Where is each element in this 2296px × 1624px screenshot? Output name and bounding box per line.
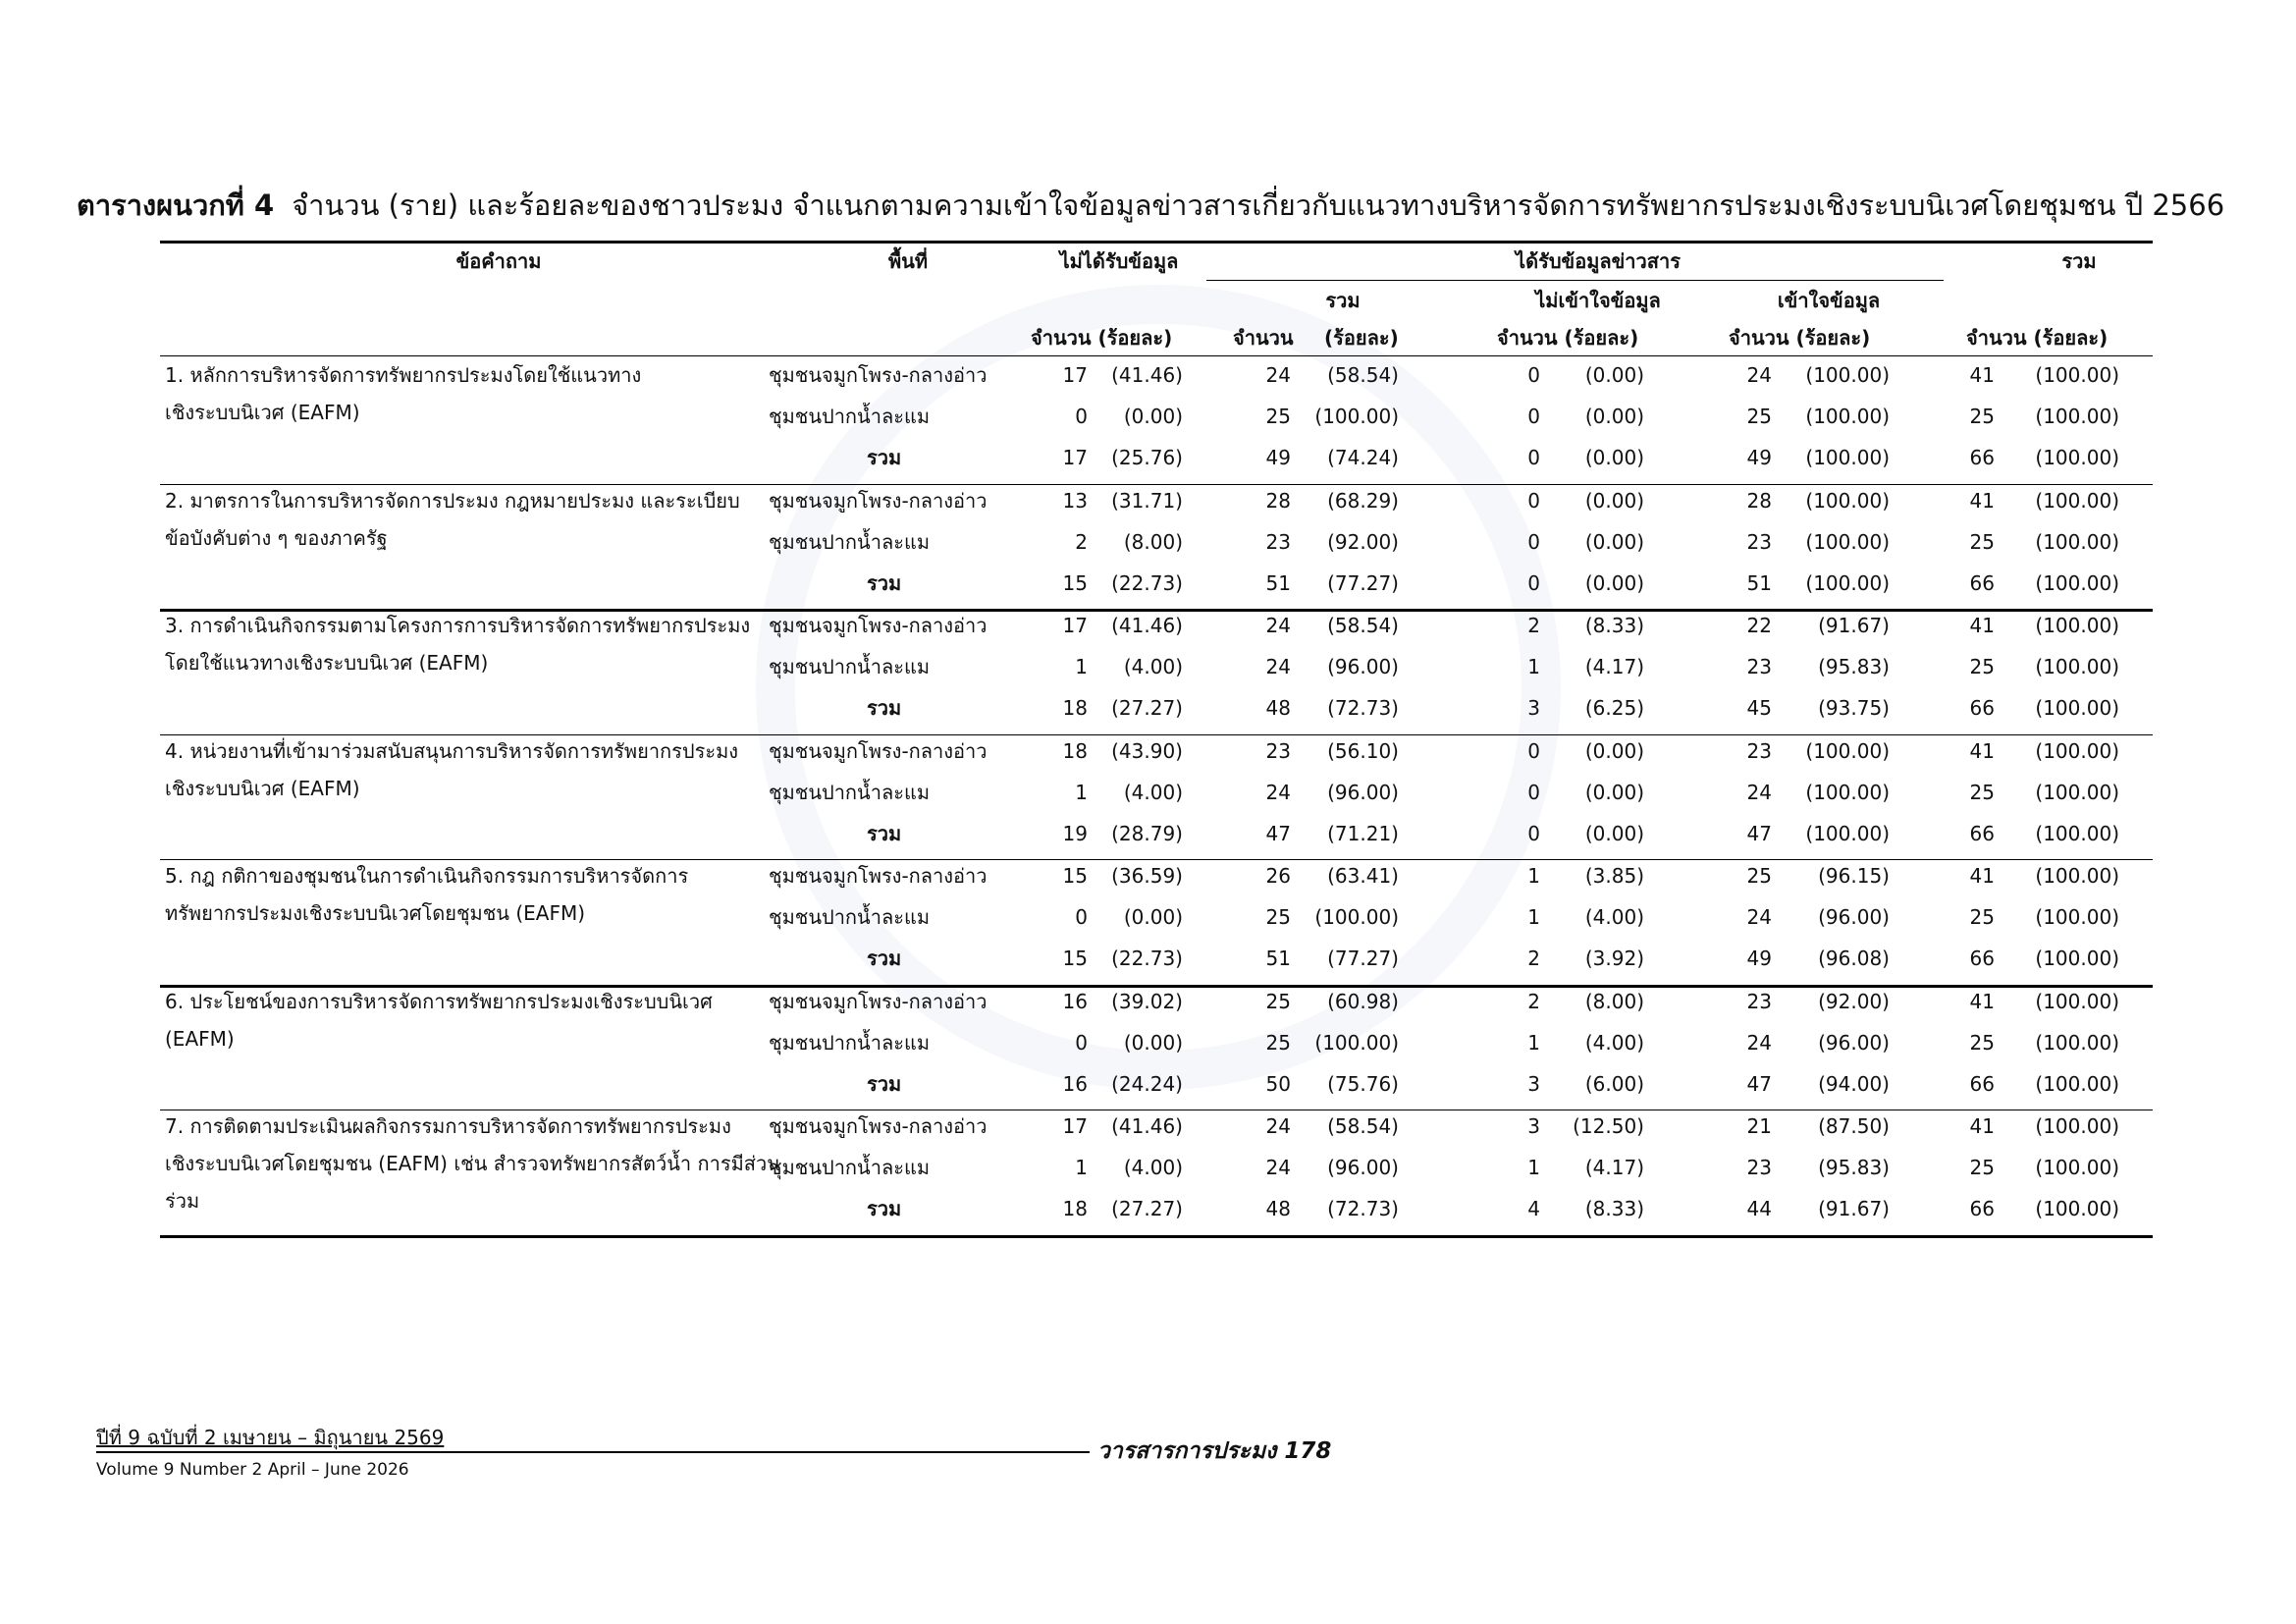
value-tp: (100.00) [2035,780,2119,804]
value-t: 66 [1969,696,1995,720]
value-nu: 1 [1527,1030,1540,1055]
question-text: ร่วม [165,1189,200,1213]
value-t: 25 [1969,405,1995,428]
total-row-label: รวม [867,1071,902,1096]
value-nr: 16 [1062,1071,1088,1096]
area-label: ชุมชนจมูกโพรง-กลางอ่าว [769,1114,988,1138]
value-u: 23 [1746,738,1772,763]
value-nu: 0 [1527,738,1540,763]
value-nup: (4.17) [1584,1156,1644,1179]
value-nr: 0 [1075,905,1088,929]
value-nr: 1 [1075,655,1088,678]
value-tp: (100.00) [2035,738,2119,763]
value-u: 24 [1746,780,1772,804]
value-nr: 0 [1075,405,1088,428]
value-nr: 1 [1075,780,1088,804]
value-nr: 19 [1062,821,1088,845]
area-label: ชุมชนจมูกโพรง-กลางอ่าว [769,363,988,387]
value-rt: 23 [1265,529,1291,554]
value-tp: (100.00) [2035,614,2119,637]
value-u: 25 [1746,864,1772,888]
value-up: (96.15) [1818,864,1890,888]
header-received-total: รวม [1325,289,1361,312]
value-nr: 18 [1062,738,1088,763]
value-tp: (100.00) [2035,696,2119,720]
value-rtp: (68.29) [1327,488,1399,513]
footer-volume-english: Volume 9 Number 2 April – June 2026 [96,1460,409,1480]
header-rt-count: จำนวน [1233,326,1294,350]
value-t: 25 [1969,655,1995,678]
header-area: พื้นที่ [887,249,929,273]
value-t: 25 [1969,1030,1995,1055]
value-nu: 1 [1527,655,1540,678]
value-t: 25 [1969,905,1995,929]
value-u: 51 [1746,570,1772,595]
value-t: 41 [1969,738,1995,763]
value-t: 66 [1969,821,1995,845]
value-nup: (0.00) [1584,405,1644,428]
value-nu: 2 [1527,947,1540,970]
value-rtp: (100.00) [1314,405,1399,428]
value-rt: 25 [1265,905,1291,929]
value-nr: 17 [1062,614,1088,637]
value-nr: 16 [1062,989,1088,1013]
value-u: 22 [1746,614,1772,637]
value-u: 21 [1746,1114,1772,1138]
value-nrp: (28.79) [1111,821,1183,845]
value-rtp: (72.73) [1327,1197,1399,1220]
value-up: (95.83) [1818,1156,1890,1179]
value-nup: (0.00) [1584,363,1644,387]
question-text: 5. กฎ กติกาของชุมชนในการดำเนินกิจกรรมการบริหารจัดการ [165,864,689,888]
value-rt: 48 [1265,696,1291,720]
value-rtp: (58.54) [1327,363,1399,387]
value-t: 25 [1969,1156,1995,1179]
value-nr: 15 [1062,864,1088,888]
value-nr: 17 [1062,363,1088,387]
value-nrp: (4.00) [1123,655,1183,678]
value-nup: (8.33) [1584,614,1644,637]
value-tp: (100.00) [2035,905,2119,929]
value-nu: 0 [1527,570,1540,595]
value-tp: (100.00) [2035,488,2119,513]
value-nrp: (41.46) [1111,1114,1183,1138]
value-nrp: (27.27) [1111,1197,1183,1220]
area-label: ชุมชนจมูกโพรง-กลางอ่าว [769,864,988,888]
value-nrp: (4.00) [1123,780,1183,804]
value-t: 66 [1969,1197,1995,1220]
value-rt: 24 [1265,780,1291,804]
value-nu: 3 [1527,1114,1540,1138]
value-u: 24 [1746,363,1772,387]
value-up: (100.00) [1805,780,1890,804]
value-u: 23 [1746,989,1772,1013]
value-nu: 1 [1527,1156,1540,1179]
question-text: เชิงระบบนิเวศ (EAFM) [165,401,360,424]
value-nu: 0 [1527,488,1540,513]
value-rt: 25 [1265,1030,1291,1055]
question-text: 4. หน่วยงานที่เข้ามาร่วมสนับสนุนการบริหารจัดการทรัพยากรประมง [165,738,739,763]
value-t: 25 [1969,780,1995,804]
value-nr: 15 [1062,947,1088,970]
value-t: 41 [1969,488,1995,513]
value-rtp: (74.24) [1327,446,1399,469]
value-rt: 24 [1265,655,1291,678]
value-rtp: (75.76) [1327,1071,1399,1096]
value-rtp: (77.27) [1327,947,1399,970]
value-rtp: (96.00) [1327,780,1399,804]
total-row-label: รวม [867,1197,902,1220]
value-t: 66 [1969,570,1995,595]
value-tp: (100.00) [2035,570,2119,595]
value-u: 49 [1746,446,1772,469]
value-up: (100.00) [1805,529,1890,554]
group-rule [160,985,2153,988]
total-row-label: รวม [867,821,902,845]
value-nrp: (0.00) [1123,1030,1183,1055]
footer-volume-thai: ปีที่ 9 ฉบับที่ 2 เมษายน – มิถุนายน 2569 [96,1426,445,1449]
value-nu: 0 [1527,529,1540,554]
question-text: 7. การติดตามประเมินผลกิจกรรมการบริหารจัดการทรัพยากรประมง [165,1114,731,1138]
header-total: รวม [2061,249,2097,273]
value-u: 28 [1746,488,1772,513]
value-nup: (8.00) [1584,989,1644,1013]
value-nup: (0.00) [1584,780,1644,804]
question-text: (EAFM) [165,1026,235,1051]
table-caption [77,183,2224,228]
value-nr: 18 [1062,696,1088,720]
value-rt: 50 [1265,1071,1291,1096]
group-rule [160,609,2153,612]
value-nu: 0 [1527,780,1540,804]
value-nrp: (43.90) [1111,738,1183,763]
header-not-understand: ไม่เข้าใจข้อมูล [1535,289,1661,312]
value-rtp: (92.00) [1327,529,1399,554]
caption-text: จำนวน (ราย) และร้อยละของชาวประมง จำแนกตามความเข้าใจข้อมูลข่าวสารเกี่ยวกับแนวทางบริหารจัดการทรัพยากรประมงเชิงระบบนิเวศโดยชุมชน ปี 2566 [292,189,2225,222]
caption-label: ตารางผนวกที่ 4 [77,189,275,222]
total-row-label: รวม [867,570,902,595]
area-label: ชุมชนจมูกโพรง-กลางอ่าว [769,614,988,637]
value-tp: (100.00) [2035,655,2119,678]
value-t: 41 [1969,864,1995,888]
value-rt: 25 [1265,989,1291,1013]
header-question: ข้อคำถาม [455,249,542,273]
value-tp: (100.00) [2035,1071,2119,1096]
value-t: 66 [1969,947,1995,970]
value-rtp: (58.54) [1327,1114,1399,1138]
value-rt: 28 [1265,488,1291,513]
value-nr: 18 [1062,1197,1088,1220]
question-text: 1. หลักการบริหารจัดการทรัพยากรประมงโดยใช้แนวทาง [165,363,642,387]
value-rt: 47 [1265,821,1291,845]
value-tp: (100.00) [2035,1197,2119,1220]
value-up: (100.00) [1805,738,1890,763]
question-text: ทรัพยากรประมงเชิงระบบนิเวศโดยชุมชน (EAFM) [165,901,586,925]
value-nrp: (8.00) [1123,529,1183,554]
value-nrp: (31.71) [1111,488,1183,513]
value-nup: (0.00) [1584,446,1644,469]
value-nu: 0 [1527,821,1540,845]
value-up: (91.67) [1818,1197,1890,1220]
value-tp: (100.00) [2035,1114,2119,1138]
value-nup: (4.17) [1584,655,1644,678]
value-nu: 4 [1527,1197,1540,1220]
value-u: 23 [1746,1156,1772,1179]
value-rtp: (96.00) [1327,655,1399,678]
header-received: ได้รับข้อมูลข่าวสาร [1516,249,1681,273]
value-nup: (6.25) [1584,696,1644,720]
value-rt: 23 [1265,738,1291,763]
value-rt: 25 [1265,405,1291,428]
value-tp: (100.00) [2035,947,2119,970]
question-text: 2. มาตรการในการบริหารจัดการประมง กฎหมายประมง และระเบียบ [165,488,740,513]
value-nu: 1 [1527,905,1540,929]
value-up: (96.00) [1818,1030,1890,1055]
value-u: 47 [1746,1071,1772,1096]
value-nrp: (36.59) [1111,864,1183,888]
value-rt: 48 [1265,1197,1291,1220]
value-nrp: (41.46) [1111,363,1183,387]
value-nr: 13 [1062,488,1088,513]
value-up: (100.00) [1805,821,1890,845]
footer-rule [96,1451,1090,1453]
value-nrp: (27.27) [1111,696,1183,720]
value-up: (100.00) [1805,488,1890,513]
value-nu: 3 [1527,696,1540,720]
area-label: ชุมชนจมูกโพรง-กลางอ่าว [769,738,988,763]
value-t: 66 [1969,446,1995,469]
value-nup: (0.00) [1584,570,1644,595]
value-tp: (100.00) [2035,529,2119,554]
value-nup: (0.00) [1584,738,1644,763]
value-u: 45 [1746,696,1772,720]
value-rtp: (96.00) [1327,1156,1399,1179]
header-nu-countpct: จำนวน (ร้อยละ) [1497,326,1639,350]
value-u: 47 [1746,821,1772,845]
question-text: 3. การดำเนินกิจกรรมตามโครงการการบริหารจัดการทรัพยากรประมง [165,614,751,637]
value-tp: (100.00) [2035,446,2119,469]
value-nup: (4.00) [1584,1030,1644,1055]
value-nr: 15 [1062,570,1088,595]
question-text: ข้อบังคับต่าง ๆ ของภาครัฐ [165,525,388,550]
value-nrp: (4.00) [1123,1156,1183,1179]
value-nu: 0 [1527,363,1540,387]
value-nrp: (24.24) [1111,1071,1183,1096]
header-u-countpct: จำนวน (ร้อยละ) [1729,326,1871,350]
value-nr: 1 [1075,1156,1088,1179]
value-up: (92.00) [1818,989,1890,1013]
value-rtp: (77.27) [1327,570,1399,595]
value-u: 49 [1746,947,1772,970]
value-nu: 0 [1527,405,1540,428]
total-row-label: รวม [867,446,902,469]
value-nup: (4.00) [1584,905,1644,929]
value-nup: (0.00) [1584,821,1644,845]
question-text: โดยใช้แนวทางเชิงระบบนิเวศ (EAFM) [165,651,489,675]
value-tp: (100.00) [2035,821,2119,845]
value-u: 23 [1746,529,1772,554]
value-u: 23 [1746,655,1772,678]
header-understand: เข้าใจข้อมูล [1777,289,1881,312]
value-up: (100.00) [1805,570,1890,595]
value-rtp: (58.54) [1327,614,1399,637]
total-row-label: รวม [867,947,902,970]
value-nup: (0.00) [1584,529,1644,554]
value-rt: 51 [1265,570,1291,595]
value-rt: 24 [1265,614,1291,637]
area-label: ชุมชนปากน้ำละแม [769,529,931,554]
value-tp: (100.00) [2035,363,2119,387]
value-rt: 24 [1265,1114,1291,1138]
table-top-rule [160,241,2153,244]
value-t: 25 [1969,529,1995,554]
value-nu: 1 [1527,864,1540,888]
value-up: (100.00) [1805,405,1890,428]
value-rtp: (56.10) [1327,738,1399,763]
value-rtp: (100.00) [1314,905,1399,929]
area-label: ชุมชนจมูกโพรง-กลางอ่าว [769,989,988,1013]
value-up: (93.75) [1818,696,1890,720]
value-nrp: (22.73) [1111,947,1183,970]
value-nu: 2 [1527,989,1540,1013]
value-rtp: (72.73) [1327,696,1399,720]
group-rule [160,1235,2153,1238]
value-nrp: (41.46) [1111,614,1183,637]
value-nup: (6.00) [1584,1071,1644,1096]
received-span-rule [1206,280,1944,281]
value-rtp: (100.00) [1314,1030,1399,1055]
value-u: 25 [1746,405,1772,428]
area-label: ชุมชนปากน้ำละแม [769,1030,931,1055]
header-t-countpct: จำนวน (ร้อยละ) [1966,326,2109,350]
value-u: 24 [1746,905,1772,929]
value-nrp: (25.76) [1111,446,1183,469]
value-rtp: (71.21) [1327,821,1399,845]
header-nr-countpct: จำนวน (ร้อยละ) [1031,326,1173,350]
value-rt: 24 [1265,363,1291,387]
value-nu: 2 [1527,614,1540,637]
header-rt-pct: (ร้อยละ) [1324,326,1399,350]
value-t: 41 [1969,989,1995,1013]
area-label: ชุมชนปากน้ำละแม [769,405,931,428]
question-text: 6. ประโยชน์ของการบริหารจัดการทรัพยากรประมงเชิงระบบนิเวศ [165,989,713,1013]
value-rt: 24 [1265,1156,1291,1179]
value-nrp: (39.02) [1111,989,1183,1013]
value-rtp: (60.98) [1327,989,1399,1013]
question-text: เชิงระบบนิเวศ (EAFM) [165,776,360,800]
value-up: (96.08) [1818,947,1890,970]
value-nr: 2 [1075,529,1088,554]
value-tp: (100.00) [2035,1156,2119,1179]
value-nrp: (0.00) [1123,405,1183,428]
value-tp: (100.00) [2035,864,2119,888]
value-nrp: (22.73) [1111,570,1183,595]
value-t: 41 [1969,363,1995,387]
group-rule [160,859,2153,860]
value-nu: 3 [1527,1071,1540,1096]
header-bottom-rule [160,355,2153,356]
total-row-label: รวม [867,696,902,720]
value-nup: (3.85) [1584,864,1644,888]
area-label: ชุมชนปากน้ำละแม [769,905,931,929]
value-nrp: (0.00) [1123,905,1183,929]
question-text: เชิงระบบนิเวศโดยชุมชน (EAFM) เช่น สำรวจทรัพยากรสัตว์น้ำ การมีส่วน [165,1152,780,1175]
area-label: ชุมชนปากน้ำละแม [769,780,931,804]
group-rule [160,484,2153,485]
value-tp: (100.00) [2035,405,2119,428]
value-t: 41 [1969,1114,1995,1138]
area-label: ชุมชนจมูกโพรง-กลางอ่าว [769,488,988,513]
value-up: (87.50) [1818,1114,1890,1138]
area-label: ชุมชนปากน้ำละแม [769,655,931,678]
value-up: (96.00) [1818,905,1890,929]
value-nup: (8.33) [1584,1197,1644,1220]
value-nup: (3.92) [1584,947,1644,970]
value-rt: 26 [1265,864,1291,888]
value-nr: 0 [1075,1030,1088,1055]
value-rt: 51 [1265,947,1291,970]
value-u: 44 [1746,1197,1772,1220]
value-up: (100.00) [1805,446,1890,469]
value-nr: 17 [1062,1114,1088,1138]
value-rt: 49 [1265,446,1291,469]
header-not-received: ไม่ได้รับข้อมูล [1059,249,1179,273]
value-up: (95.83) [1818,655,1890,678]
footer-journal-page: วารสารการประมง 178 [1097,1438,1332,1464]
value-rtp: (63.41) [1327,864,1399,888]
value-up: (100.00) [1805,363,1890,387]
value-up: (91.67) [1818,614,1890,637]
value-tp: (100.00) [2035,1030,2119,1055]
value-nup: (12.50) [1573,1114,1644,1138]
value-u: 24 [1746,1030,1772,1055]
value-tp: (100.00) [2035,989,2119,1013]
value-nup: (0.00) [1584,488,1644,513]
value-up: (94.00) [1818,1071,1890,1096]
value-t: 66 [1969,1071,1995,1096]
area-label: ชุมชนปากน้ำละแม [769,1156,931,1179]
value-nu: 0 [1527,446,1540,469]
value-nr: 17 [1062,446,1088,469]
group-rule [160,734,2153,735]
value-t: 41 [1969,614,1995,637]
